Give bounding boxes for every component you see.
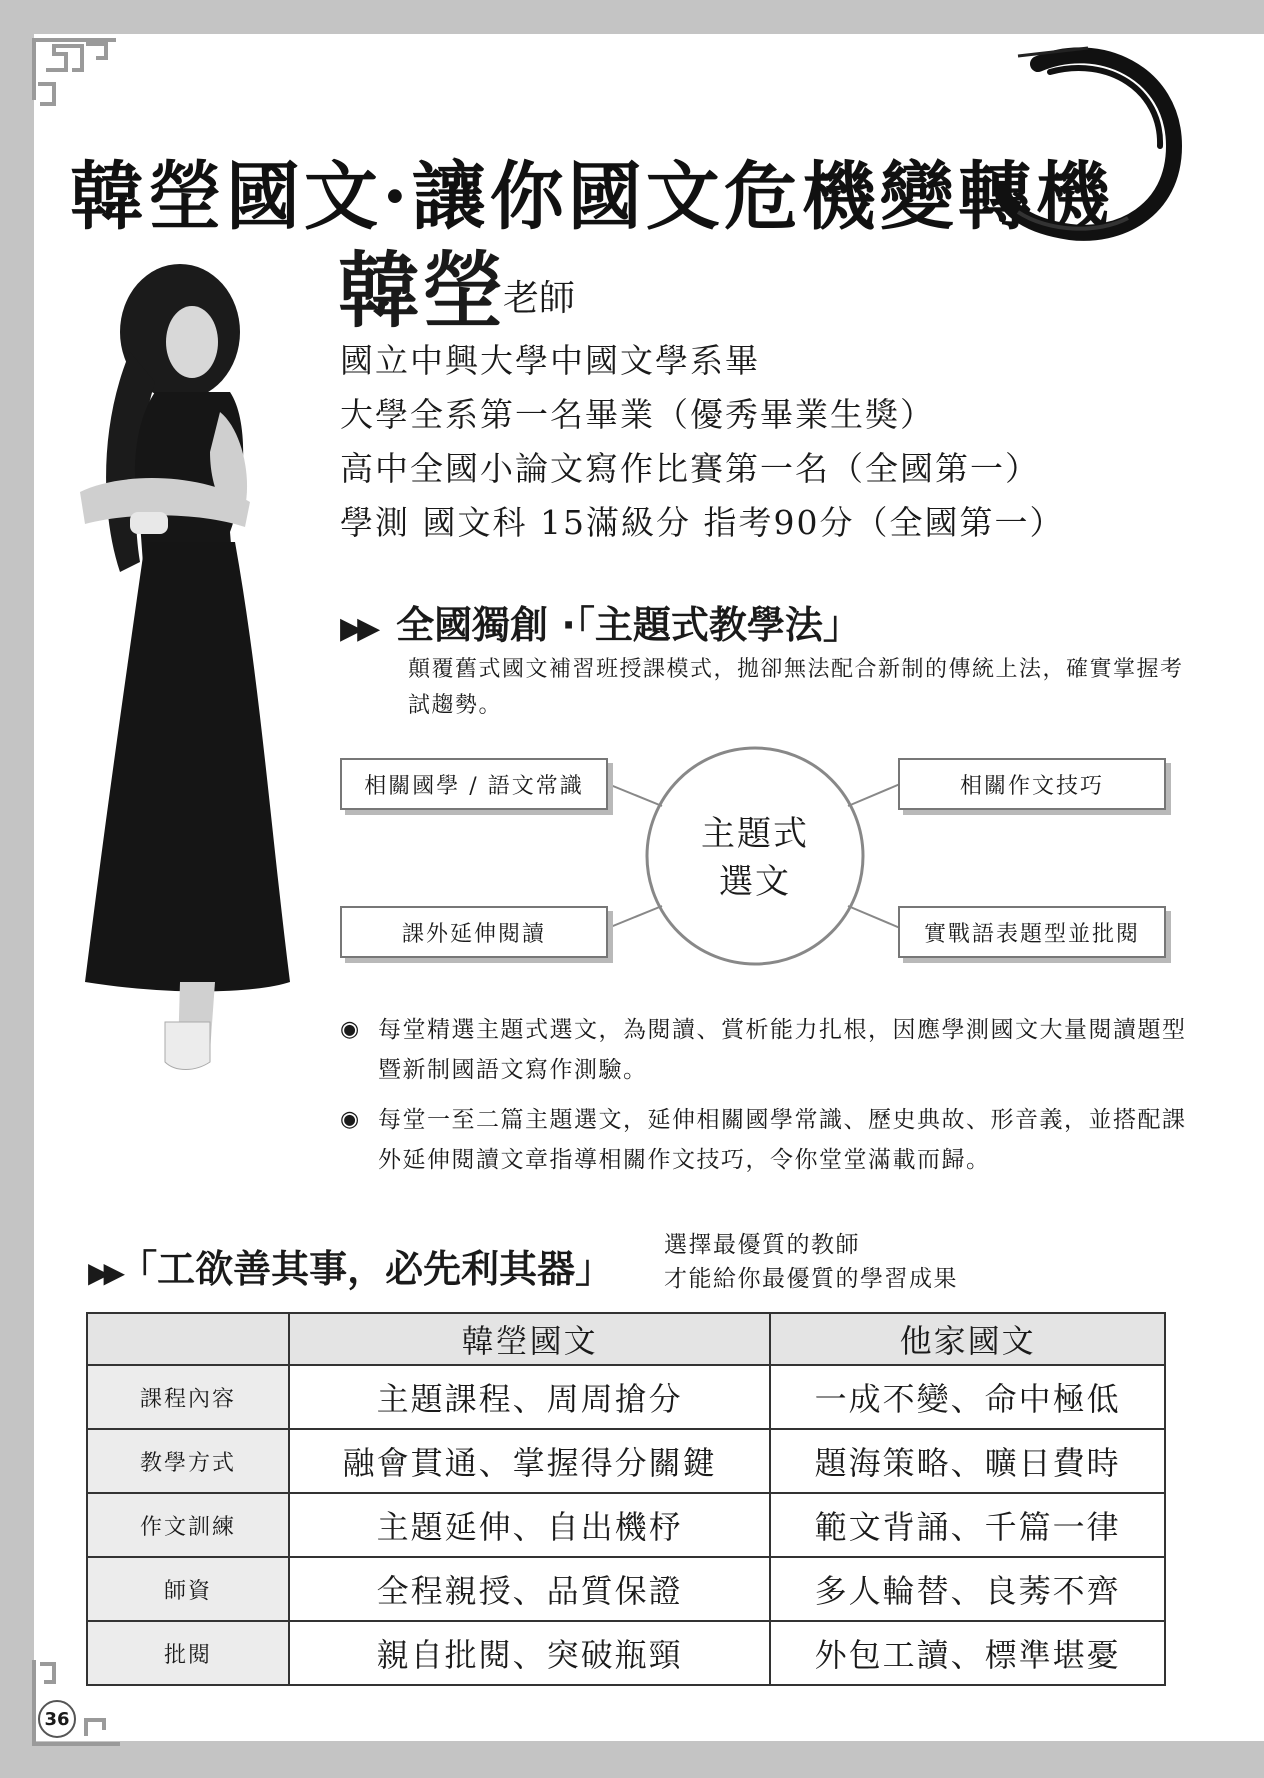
cell-ours: 融會貫通、掌握得分關鍵	[289, 1429, 770, 1493]
table-header-row	[87, 1313, 1165, 1365]
double-arrow-icon: ▶▶	[88, 1256, 120, 1289]
credential-item: 高中全國小論文寫作比賽第一名（全國第一）	[340, 449, 1040, 488]
row-label: 作文訓練	[87, 1493, 289, 1557]
cell-ours: 親自批閱、突破瓶頸	[289, 1621, 770, 1685]
teacher-name: 韓塋	[338, 244, 507, 339]
table-header-theirs: 他家國文	[770, 1313, 1165, 1365]
compare-heading: ▶▶「工欲善其事，必先利其器」	[88, 1247, 614, 1291]
row-label: 批閱	[87, 1621, 289, 1685]
table-header-blank	[87, 1313, 289, 1365]
cell-ours: 全程親授、品質保證	[289, 1557, 770, 1621]
method-heading: ▶▶ 全國獨創 ·「主題式教學法」	[340, 603, 861, 647]
table-header-ours: 韓塋國文	[289, 1313, 770, 1365]
method-bullets	[340, 1010, 1200, 1190]
table-row	[87, 1621, 1165, 1685]
cell-theirs: 題海策略、曠日費時	[770, 1429, 1165, 1493]
diagram-center-label: 主題式 選文	[701, 814, 809, 902]
row-label: 課程內容	[87, 1365, 289, 1429]
credential-item: 國立中興大學中國文學系畢	[340, 341, 760, 380]
table-row	[87, 1493, 1165, 1557]
table-row	[87, 1429, 1165, 1493]
row-label: 師資	[87, 1557, 289, 1621]
bullet-icon: ◉	[340, 1107, 361, 1132]
method-description: 顛覆舊式國文補習班授課模式，拋卻無法配合新制的傳統上法，確實掌握考試趨勢。	[408, 657, 1184, 718]
cell-theirs: 外包工讀、標準堪憂	[770, 1621, 1165, 1685]
comparison-table	[86, 1312, 1166, 1686]
double-arrow-icon: ▶▶	[340, 611, 375, 646]
cell-ours: 主題課程、周周搶分	[289, 1365, 770, 1429]
credential-item: 學測 國文科 15滿級分 指考90分（全國第一）	[340, 503, 1065, 542]
cell-theirs: 一成不變、命中極低	[770, 1365, 1165, 1429]
table-row	[87, 1557, 1165, 1621]
page-title: 韓塋國文·讓你國文危機變轉機	[70, 153, 1114, 240]
diagram-box-top-right: 相關作文技巧	[898, 758, 1166, 810]
table-row	[87, 1365, 1165, 1429]
diagram-box-bottom-left: 課外延伸閱讀	[340, 906, 608, 958]
teacher-title: 老師	[503, 278, 576, 319]
bullet-item: ◉ 每堂一至二篇主題選文，延伸相關國學常識、歷史典故、形音義，並搭配課外延伸閱讀文章指導相關作文技巧，令你堂堂滿載而歸。	[340, 1100, 1200, 1180]
bullet-icon: ◉	[340, 1017, 361, 1042]
cell-theirs: 多人輪替、良莠不齊	[770, 1557, 1165, 1621]
compare-side-note: 選擇最優質的教師 才能給你最優質的學習成果	[664, 1232, 958, 1292]
cell-ours: 主題延伸、自出機杼	[289, 1493, 770, 1557]
cell-theirs: 範文背誦、千篇一律	[770, 1493, 1165, 1557]
diagram-box-top-left: 相關國學 / 語文常識	[340, 758, 608, 810]
diagram-box-bottom-right: 實戰語表題型並批閱	[898, 906, 1166, 958]
page-number: 36	[38, 1700, 76, 1738]
credential-item: 大學全系第一名畢業（優秀畢業生獎）	[340, 395, 935, 434]
bullet-item: ◉ 每堂精選主題式選文，為閱讀、賞析能力扎根，因應學測國文大量閱讀題型暨新制國語文寫作測驗。	[340, 1010, 1200, 1090]
row-label: 教學方式	[87, 1429, 289, 1493]
